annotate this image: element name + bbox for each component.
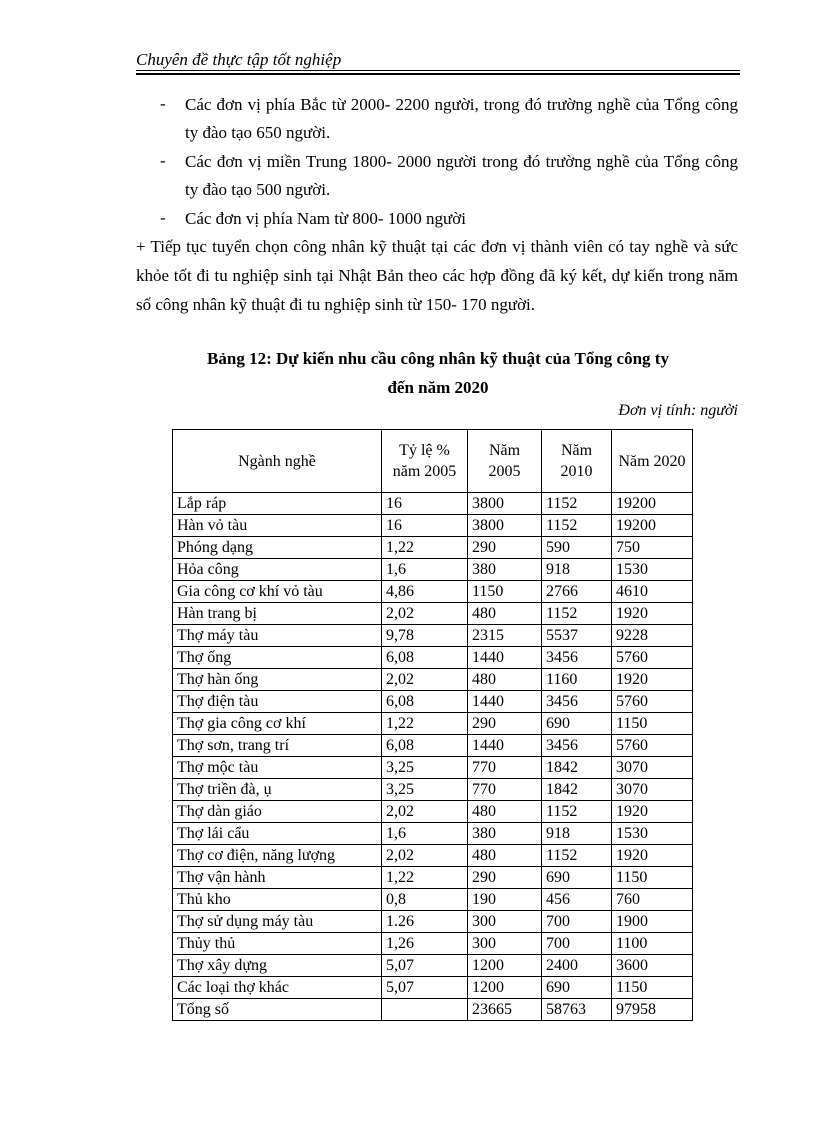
value-cell: 1150 xyxy=(612,867,693,889)
table-header-row xyxy=(173,430,693,493)
header-cell: Tỷ lệ % năm 2005 xyxy=(382,430,468,493)
value-cell: 1,22 xyxy=(382,537,468,559)
value-cell: 1150 xyxy=(612,977,693,999)
value-cell: 5760 xyxy=(612,735,693,757)
value-cell: 1200 xyxy=(468,955,542,977)
bullet-dash: - xyxy=(160,208,166,227)
value-cell: 1100 xyxy=(612,933,693,955)
value-cell: 9228 xyxy=(612,625,693,647)
row-label-cell: Hàn vỏ tàu xyxy=(173,515,382,537)
bullet-item: Các đơn vị phía Bắc từ 2000- 2200 người, trong đó trường nghề của Tổng công ty đào tạo 650 người. xyxy=(185,95,738,142)
row-label-cell: Thợ lái cẩu xyxy=(173,823,382,845)
table-row xyxy=(173,691,693,713)
row-label-cell: Thợ điện tàu xyxy=(173,691,382,713)
value-cell: 1152 xyxy=(542,845,612,867)
value-cell: 3070 xyxy=(612,779,693,801)
value-cell: 16 xyxy=(382,493,468,515)
table-row xyxy=(173,823,693,845)
table-row xyxy=(173,999,693,1021)
table-row xyxy=(173,977,693,999)
value-cell: 1530 xyxy=(612,823,693,845)
table-row xyxy=(173,867,693,889)
value-cell: 480 xyxy=(468,669,542,691)
value-cell: 1152 xyxy=(542,801,612,823)
value-cell: 2400 xyxy=(542,955,612,977)
table-row xyxy=(173,779,693,801)
value-cell: 690 xyxy=(542,977,612,999)
table-row xyxy=(173,735,693,757)
table-row xyxy=(173,669,693,691)
value-cell: 300 xyxy=(468,911,542,933)
table-row xyxy=(173,581,693,603)
value-cell: 1842 xyxy=(542,779,612,801)
value-cell: 380 xyxy=(468,559,542,581)
table-row xyxy=(173,801,693,823)
value-cell: 918 xyxy=(542,559,612,581)
row-label-cell: Tổng số xyxy=(173,999,382,1021)
table-body xyxy=(173,493,693,1021)
table-row xyxy=(173,493,693,515)
header-cell: Ngành nghề xyxy=(173,430,382,493)
row-label-cell: Thợ dàn giáo xyxy=(173,801,382,823)
row-label-cell: Thủy thủ xyxy=(173,933,382,955)
value-cell: 918 xyxy=(542,823,612,845)
value-cell: 3456 xyxy=(542,735,612,757)
row-label-cell: Hỏa công xyxy=(173,559,382,581)
table-row xyxy=(173,845,693,867)
value-cell: 4,86 xyxy=(382,581,468,603)
value-cell: 290 xyxy=(468,713,542,735)
row-label-cell: Phóng dạng xyxy=(173,537,382,559)
row-label-cell: Gia công cơ khí vỏ tàu xyxy=(173,581,382,603)
table-title xyxy=(136,344,740,402)
value-cell: 1150 xyxy=(612,713,693,735)
value-cell: 1440 xyxy=(468,691,542,713)
value-cell: 19200 xyxy=(612,515,693,537)
table-title-line-2: đến năm 2020 xyxy=(387,378,489,397)
header-cell: Năm 2010 xyxy=(542,430,612,493)
bullet-dash: - xyxy=(160,94,166,113)
table-row xyxy=(173,713,693,735)
bullet-item: Các đơn vị phía Nam từ 800- 1000 người xyxy=(185,209,466,228)
row-label-cell: Thợ ống xyxy=(173,647,382,669)
value-cell: 1160 xyxy=(542,669,612,691)
value-cell: 1,22 xyxy=(382,713,468,735)
value-cell: 6,08 xyxy=(382,691,468,713)
value-cell: 5760 xyxy=(612,691,693,713)
value-cell: 1920 xyxy=(612,603,693,625)
value-cell: 290 xyxy=(468,867,542,889)
table-row xyxy=(173,515,693,537)
value-cell: 6,08 xyxy=(382,735,468,757)
value-cell: 1,6 xyxy=(382,823,468,845)
value-cell: 590 xyxy=(542,537,612,559)
value-cell: 1900 xyxy=(612,911,693,933)
value-cell: 2,02 xyxy=(382,845,468,867)
header-rule xyxy=(136,70,740,71)
bullet-item: Các đơn vị miền Trung 1800- 2000 người trong đó trường nghề của Tổng công ty đào tạo 500 người. xyxy=(185,152,738,199)
table-row xyxy=(173,625,693,647)
row-label-cell: Thợ cơ điện, năng lượng xyxy=(173,845,382,867)
value-cell: 1440 xyxy=(468,735,542,757)
row-label-cell: Thợ triền đà, ụ xyxy=(173,779,382,801)
value-cell: 1,22 xyxy=(382,867,468,889)
value-cell: 2,02 xyxy=(382,603,468,625)
value-cell: 1200 xyxy=(468,977,542,999)
value-cell: 5537 xyxy=(542,625,612,647)
value-cell: 690 xyxy=(542,713,612,735)
value-cell: 5,07 xyxy=(382,977,468,999)
table-row xyxy=(173,603,693,625)
value-cell: 1,26 xyxy=(382,933,468,955)
value-cell: 1,6 xyxy=(382,559,468,581)
header-cell: Năm 2020 xyxy=(612,430,693,493)
table-row xyxy=(173,889,693,911)
table-row xyxy=(173,537,693,559)
value-cell: 2,02 xyxy=(382,669,468,691)
value-cell: 1530 xyxy=(612,559,693,581)
row-label-cell: Thủ kho xyxy=(173,889,382,911)
row-label-cell: Thợ vận hành xyxy=(173,867,382,889)
table-row xyxy=(173,757,693,779)
value-cell: 1920 xyxy=(612,669,693,691)
table-title-line-1: Bảng 12: Dự kiến nhu cầu công nhân kỹ thuật của Tổng công ty xyxy=(207,349,669,368)
row-label-cell: Lắp ráp xyxy=(173,493,382,515)
value-cell: 1152 xyxy=(542,493,612,515)
value-cell xyxy=(382,999,468,1021)
header-cell: Năm 2005 xyxy=(468,430,542,493)
table-row xyxy=(173,559,693,581)
table-row xyxy=(173,647,693,669)
value-cell: 750 xyxy=(612,537,693,559)
value-cell: 700 xyxy=(542,911,612,933)
table-row xyxy=(173,933,693,955)
row-label-cell: Thợ xây dựng xyxy=(173,955,382,977)
bullet-dash: - xyxy=(160,151,166,170)
value-cell: 3456 xyxy=(542,647,612,669)
value-cell: 3,25 xyxy=(382,779,468,801)
value-cell: 9,78 xyxy=(382,625,468,647)
value-cell: 19200 xyxy=(612,493,693,515)
unit-label: Đơn vị tính: người xyxy=(618,402,738,419)
value-cell: 3800 xyxy=(468,493,542,515)
row-label-cell: Các loại thợ khác xyxy=(173,977,382,999)
row-label-cell: Thợ hàn ống xyxy=(173,669,382,691)
data-table xyxy=(172,429,693,1021)
value-cell: 3,25 xyxy=(382,757,468,779)
value-cell: 23665 xyxy=(468,999,542,1021)
value-cell: 1152 xyxy=(542,515,612,537)
value-cell: 2315 xyxy=(468,625,542,647)
value-cell: 1152 xyxy=(542,603,612,625)
value-cell: 1842 xyxy=(542,757,612,779)
value-cell: 760 xyxy=(612,889,693,911)
value-cell: 4610 xyxy=(612,581,693,603)
value-cell: 380 xyxy=(468,823,542,845)
value-cell: 2,02 xyxy=(382,801,468,823)
row-label-cell: Thợ sử dụng máy tàu xyxy=(173,911,382,933)
value-cell: 3070 xyxy=(612,757,693,779)
row-label-cell: Thợ gia công cơ khí xyxy=(173,713,382,735)
value-cell: 58763 xyxy=(542,999,612,1021)
value-cell: 16 xyxy=(382,515,468,537)
value-cell: 2766 xyxy=(542,581,612,603)
value-cell: 700 xyxy=(542,933,612,955)
row-label-cell: Hàn trang bị xyxy=(173,603,382,625)
value-cell: 480 xyxy=(468,801,542,823)
value-cell: 1440 xyxy=(468,647,542,669)
row-label-cell: Thợ máy tàu xyxy=(173,625,382,647)
value-cell: 97958 xyxy=(612,999,693,1021)
value-cell: 300 xyxy=(468,933,542,955)
value-cell: 1150 xyxy=(468,581,542,603)
value-cell: 690 xyxy=(542,867,612,889)
value-cell: 480 xyxy=(468,603,542,625)
page-header: Chuyên đề thực tập tốt nghiệp xyxy=(136,50,342,69)
value-cell: 770 xyxy=(468,757,542,779)
value-cell: 770 xyxy=(468,779,542,801)
value-cell: 1920 xyxy=(612,845,693,867)
value-cell: 290 xyxy=(468,537,542,559)
row-label-cell: Thợ sơn, trang trí xyxy=(173,735,382,757)
value-cell: 3456 xyxy=(542,691,612,713)
table-row xyxy=(173,911,693,933)
value-cell: 0,8 xyxy=(382,889,468,911)
value-cell: 456 xyxy=(542,889,612,911)
value-cell: 3600 xyxy=(612,955,693,977)
table-row xyxy=(173,955,693,977)
header-rule-thick xyxy=(136,73,740,75)
value-cell: 480 xyxy=(468,845,542,867)
value-cell: 190 xyxy=(468,889,542,911)
value-cell: 5760 xyxy=(612,647,693,669)
value-cell: 5,07 xyxy=(382,955,468,977)
body-paragraph: + Tiếp tục tuyển chọn công nhân kỹ thuật tại các đơn vị thành viên có tay nghề và sức khỏe tốt đi tu nghiệp sinh tại Nhật Bản theo các hợp đồng đã ký kết, dự kiến trong năm số công nhân kỹ thuật đi tu nghiệp sinh từ 150- 170 người. xyxy=(136,237,738,314)
value-cell: 3800 xyxy=(468,515,542,537)
row-label-cell: Thợ mộc tàu xyxy=(173,757,382,779)
value-cell: 1920 xyxy=(612,801,693,823)
value-cell: 6,08 xyxy=(382,647,468,669)
value-cell: 1.26 xyxy=(382,911,468,933)
